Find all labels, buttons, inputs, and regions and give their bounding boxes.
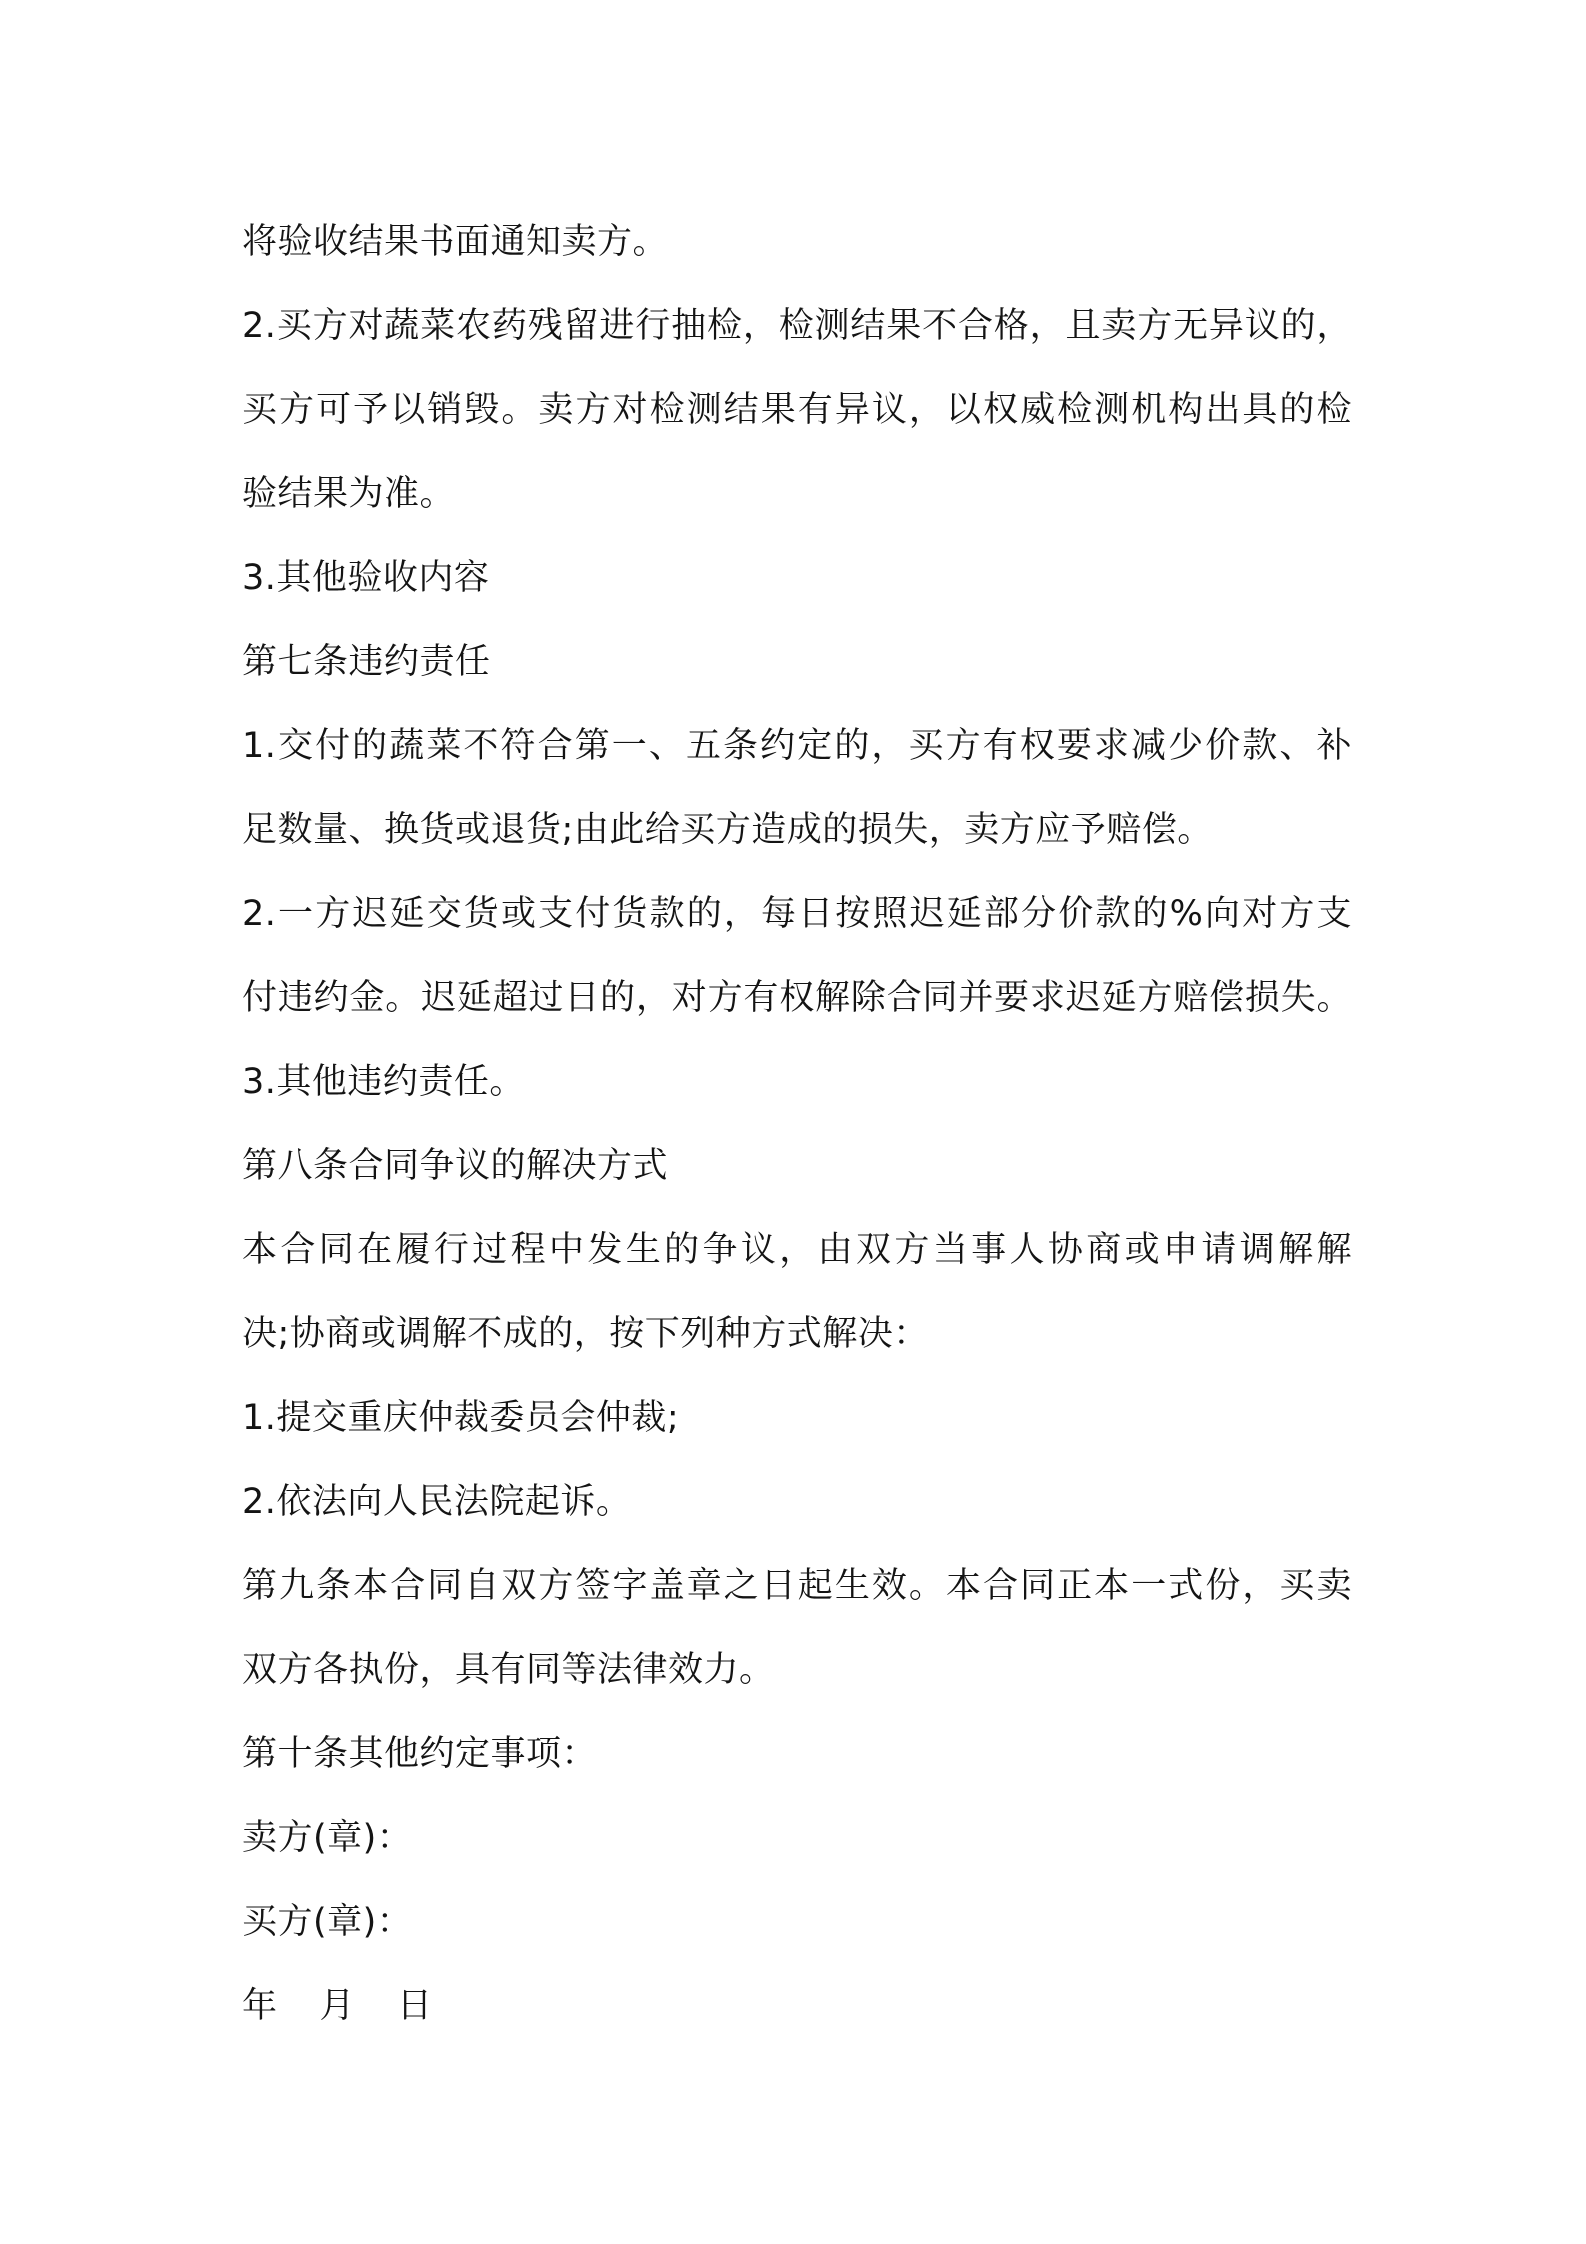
document-body bbox=[242, 200, 1352, 2048]
text-line: 1.交付的蔬菜不符合第一、五条约定的，买方有权要求减少价款、补 bbox=[242, 726, 1352, 766]
text-line: 1.提交重庆仲裁委员会仲裁; bbox=[242, 1398, 680, 1438]
text-line: 验结果为准。 bbox=[242, 474, 456, 514]
date-line bbox=[242, 1964, 1352, 2048]
text-line: 2.一方迟延交货或支付货款的，每日按照迟延部分价款的%向对方支 bbox=[242, 894, 1352, 934]
text-line: 本合同在履行过程中发生的争议，由双方当事人协商或申请调解解 bbox=[242, 1230, 1352, 1270]
text-line: 买方可予以销毁。卖方对检测结果有异议，以权威检测机构出具的检 bbox=[242, 390, 1352, 430]
seller-signature-line: 卖方(章)： bbox=[242, 1818, 413, 1858]
text-line: 足数量、换货或退货;由此给买方造成的损失，卖方应予赔偿。 bbox=[242, 810, 1213, 850]
text-line: 第九条本合同自双方签字盖章之日起生效。本合同正本一式份，买卖 bbox=[242, 1566, 1352, 1606]
text-line: 双方各执份，具有同等法律效力。 bbox=[242, 1650, 775, 1690]
date-year-label: 年 bbox=[242, 1986, 278, 2026]
text-line: 将验收结果书面通知卖方。 bbox=[242, 222, 669, 262]
section-heading: 第十条其他约定事项： bbox=[242, 1734, 598, 1774]
text-line: 2.买方对蔬菜农药残留进行抽检，检测结果不合格，且卖方无异议的， bbox=[242, 306, 1352, 346]
section-heading: 第八条合同争议的解决方式 bbox=[242, 1146, 669, 1186]
text-line: 决;协商或调解不成的，按下列种方式解决： bbox=[242, 1314, 929, 1354]
text-line: 2.依法向人民法院起诉。 bbox=[242, 1482, 632, 1522]
text-line: 3.其他违约责任。 bbox=[242, 1062, 525, 1102]
buyer-signature-line: 买方(章)： bbox=[242, 1902, 413, 1942]
date-day-label: 日 bbox=[397, 1986, 433, 2026]
date-month-label: 月 bbox=[319, 1986, 356, 2026]
text-line: 付违约金。迟延超过日的，对方有权解除合同并要求迟延方赔偿损失。 bbox=[242, 978, 1352, 1018]
section-heading: 第七条违约责任 bbox=[242, 642, 491, 682]
text-line: 3.其他验收内容 bbox=[242, 558, 490, 598]
